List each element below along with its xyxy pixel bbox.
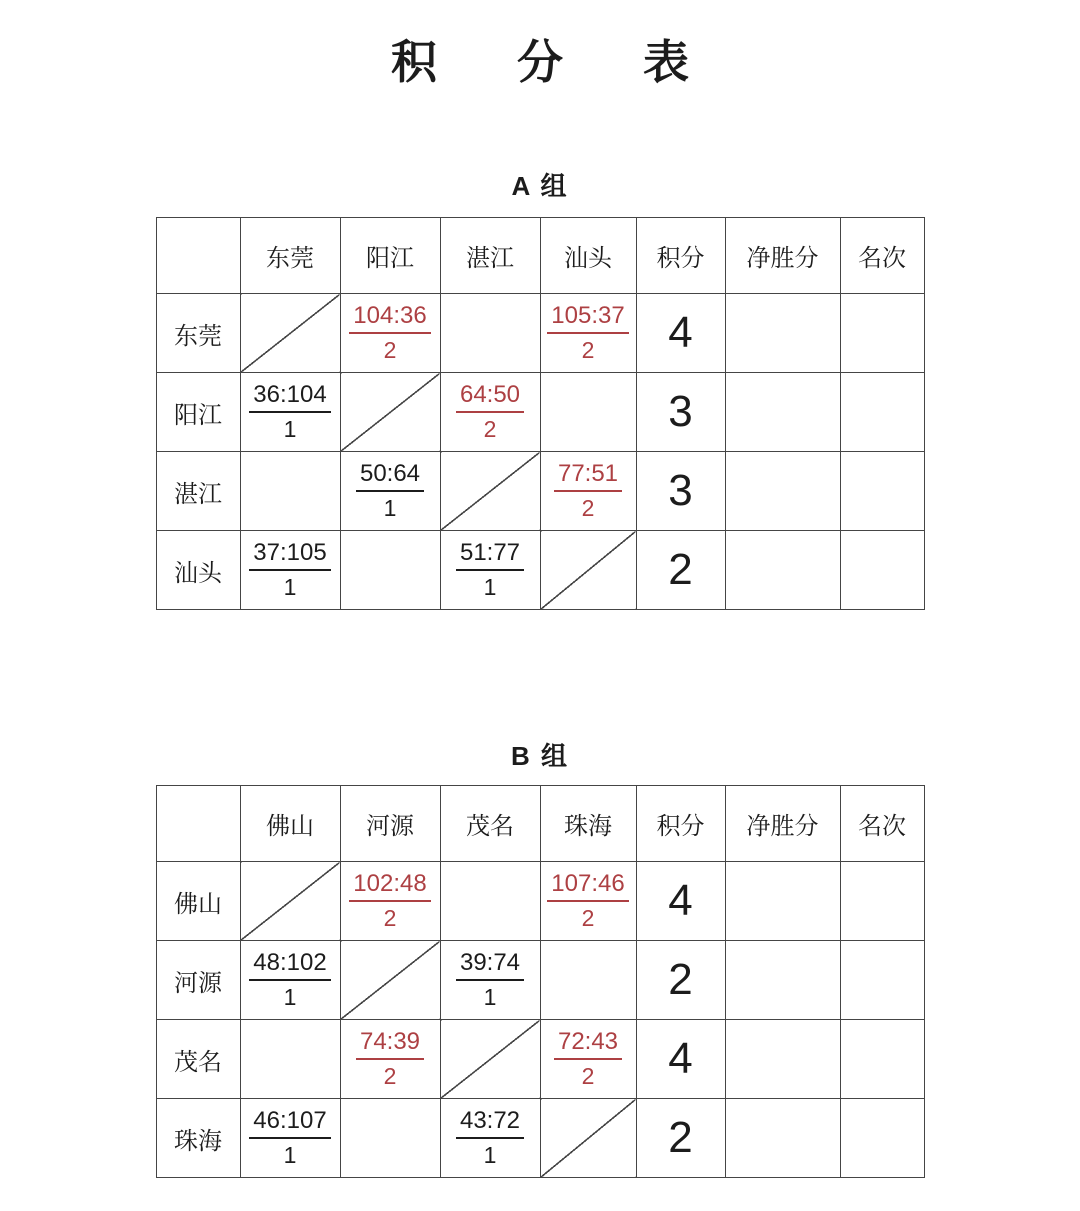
column-header-row — [156, 218, 924, 294]
rank-cell — [840, 941, 924, 1020]
team-row-header: 阳江 — [156, 373, 240, 452]
empty-match-cell — [540, 373, 636, 452]
empty-match-cell — [540, 941, 636, 1020]
match-score: 50:64 — [356, 461, 424, 492]
team-row-header: 河源 — [156, 941, 240, 1020]
rank-cell — [840, 373, 924, 452]
match-score: 64:50 — [456, 382, 524, 413]
rank-cell — [840, 294, 924, 373]
match-result-win — [456, 382, 524, 443]
self-match-cell — [440, 1020, 540, 1099]
match-score: 48:102 — [249, 950, 330, 981]
table-row — [156, 1020, 924, 1099]
group-b-score-table — [156, 785, 925, 1178]
match-score: 102:48 — [349, 871, 430, 902]
self-match-cell — [340, 373, 440, 452]
scoresheet-page — [0, 26, 1080, 1178]
points-total-cell: 4 — [636, 1020, 725, 1099]
team-row-header: 湛江 — [156, 452, 240, 531]
match-result-loss — [249, 950, 330, 1011]
empty-match-cell — [440, 294, 540, 373]
match-score-cell — [240, 1099, 340, 1178]
empty-match-cell — [340, 531, 440, 610]
corner-cell — [156, 218, 240, 294]
net-points-cell — [725, 1099, 840, 1178]
match-score-cell — [440, 941, 540, 1020]
match-points: 2 — [383, 905, 397, 932]
team-column-header: 河源 — [340, 786, 440, 862]
match-points: 1 — [483, 1142, 497, 1169]
match-points: 2 — [581, 495, 595, 522]
corner-cell — [156, 786, 240, 862]
table-row — [156, 862, 924, 941]
match-points: 1 — [283, 574, 297, 601]
rank-cell — [840, 452, 924, 531]
match-score: 36:104 — [249, 382, 330, 413]
rank-cell — [840, 1099, 924, 1178]
match-result-win — [349, 303, 430, 364]
self-match-cell — [240, 862, 340, 941]
match-result-loss — [249, 382, 330, 443]
match-score: 43:72 — [456, 1108, 524, 1139]
match-score: 72:43 — [554, 1029, 622, 1060]
match-points: 1 — [483, 574, 497, 601]
match-result-win — [349, 871, 430, 932]
net-points-cell — [725, 294, 840, 373]
match-result-loss — [456, 950, 524, 1011]
match-score-cell — [440, 531, 540, 610]
team-row-header: 汕头 — [156, 531, 240, 610]
points-total-cell: 4 — [636, 862, 725, 941]
team-column-header: 佛山 — [240, 786, 340, 862]
match-result-win — [547, 871, 628, 932]
match-points: 1 — [383, 495, 397, 522]
match-score-cell — [340, 1020, 440, 1099]
table-row — [156, 1099, 924, 1178]
match-points: 2 — [483, 416, 497, 443]
points-total-cell: 3 — [636, 452, 725, 531]
net-points-cell — [725, 531, 840, 610]
match-score-cell — [440, 1099, 540, 1178]
match-points: 2 — [581, 905, 595, 932]
net-points-cell — [725, 373, 840, 452]
self-match-cell — [540, 1099, 636, 1178]
match-result-win — [356, 1029, 424, 1090]
match-result-win — [547, 303, 628, 364]
match-score-cell — [540, 452, 636, 531]
self-match-cell — [540, 531, 636, 610]
match-points: 1 — [483, 984, 497, 1011]
team-row-header: 佛山 — [156, 862, 240, 941]
table-row — [156, 452, 924, 531]
match-points: 1 — [283, 984, 297, 1011]
net-points-cell — [725, 452, 840, 531]
match-score-cell — [240, 941, 340, 1020]
match-score: 74:39 — [356, 1029, 424, 1060]
team-row-header: 东莞 — [156, 294, 240, 373]
team-column-header: 东莞 — [240, 218, 340, 294]
stat-column-header: 积分 — [636, 218, 725, 294]
match-result-loss — [456, 1108, 524, 1169]
stat-column-header: 名次 — [840, 218, 924, 294]
match-result-loss — [249, 540, 330, 601]
rank-cell — [840, 1020, 924, 1099]
group-b-section — [0, 736, 1080, 1178]
net-points-cell — [725, 862, 840, 941]
team-row-header: 珠海 — [156, 1099, 240, 1178]
self-match-cell — [340, 941, 440, 1020]
match-result-loss — [456, 540, 524, 601]
net-points-cell — [725, 941, 840, 1020]
team-column-header: 汕头 — [540, 218, 636, 294]
match-result-loss — [356, 461, 424, 522]
match-score-cell — [540, 294, 636, 373]
self-match-cell — [240, 294, 340, 373]
match-points: 2 — [581, 337, 595, 364]
team-column-header: 湛江 — [440, 218, 540, 294]
stat-column-header: 净胜分 — [725, 218, 840, 294]
match-score: 77:51 — [554, 461, 622, 492]
team-column-header: 阳江 — [340, 218, 440, 294]
table-row — [156, 941, 924, 1020]
match-points: 2 — [383, 337, 397, 364]
table-row — [156, 294, 924, 373]
match-points: 1 — [283, 1142, 297, 1169]
net-points-cell — [725, 1020, 840, 1099]
rank-cell — [840, 862, 924, 941]
stat-column-header: 名次 — [840, 786, 924, 862]
match-score-cell — [540, 862, 636, 941]
match-score: 51:77 — [456, 540, 524, 571]
match-score-cell — [340, 294, 440, 373]
table-row — [156, 531, 924, 610]
team-column-header: 茂名 — [440, 786, 540, 862]
match-score: 105:37 — [547, 303, 628, 334]
match-score-cell — [440, 373, 540, 452]
match-score-cell — [340, 862, 440, 941]
column-header-row — [156, 786, 924, 862]
match-score-cell — [540, 1020, 636, 1099]
match-score: 39:74 — [456, 950, 524, 981]
match-score: 104:36 — [349, 303, 430, 334]
match-points: 1 — [283, 416, 297, 443]
points-total-cell: 2 — [636, 1099, 725, 1178]
match-result-win — [554, 461, 622, 522]
stat-column-header: 净胜分 — [725, 786, 840, 862]
match-result-loss — [249, 1108, 330, 1169]
match-score: 107:46 — [547, 871, 628, 902]
match-score: 37:105 — [249, 540, 330, 571]
match-points: 2 — [383, 1063, 397, 1090]
points-total-cell: 2 — [636, 941, 725, 1020]
stat-column-header: 积分 — [636, 786, 725, 862]
match-score-cell — [240, 531, 340, 610]
empty-match-cell — [240, 452, 340, 531]
match-result-win — [554, 1029, 622, 1090]
empty-match-cell — [340, 1099, 440, 1178]
group-b-title: B 组 — [510, 741, 569, 771]
group-a-section — [0, 166, 1080, 610]
team-row-header: 茂名 — [156, 1020, 240, 1099]
match-score-cell — [240, 373, 340, 452]
rank-cell — [840, 531, 924, 610]
match-points: 2 — [581, 1063, 595, 1090]
page-title: 积分表 — [391, 36, 769, 88]
table-row — [156, 373, 924, 452]
points-total-cell: 2 — [636, 531, 725, 610]
empty-match-cell — [440, 862, 540, 941]
points-total-cell: 4 — [636, 294, 725, 373]
group-a-title: A 组 — [511, 171, 569, 201]
group-a-score-table — [156, 217, 925, 610]
empty-match-cell — [240, 1020, 340, 1099]
points-total-cell: 3 — [636, 373, 725, 452]
match-score-cell — [340, 452, 440, 531]
team-column-header: 珠海 — [540, 786, 636, 862]
self-match-cell — [440, 452, 540, 531]
match-score: 46:107 — [249, 1108, 330, 1139]
